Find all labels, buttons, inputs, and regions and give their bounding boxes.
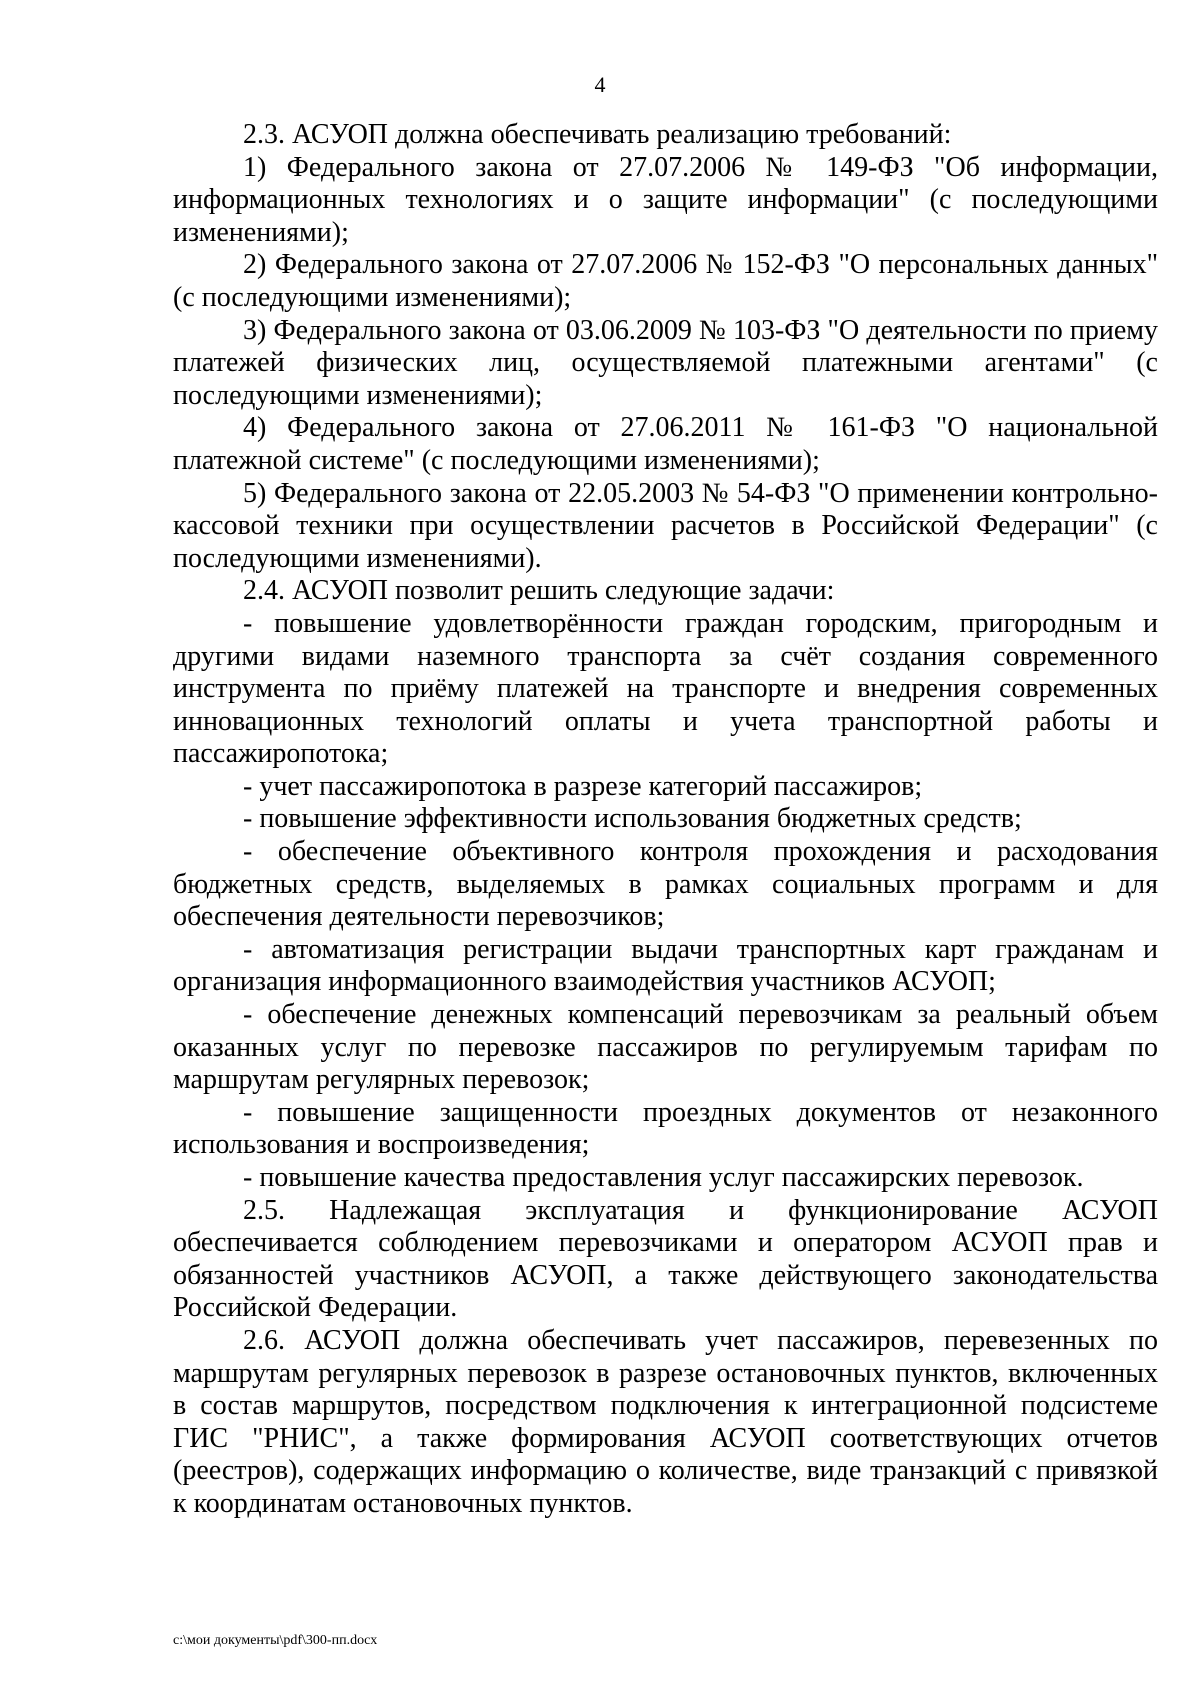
task-item-6: - обеспечение денежных компенсаций перевозчикам за реальный объем оказанных услуг по перевозке пассажиров по регулируемым тарифам по маршрутам регулярных перевозок; bbox=[173, 999, 1158, 1096]
task-item-4: - обеспечение объективного контроля прохождения и расходования бюджетных средств, выделяемых в рамках социальных программ и для обеспечения деятельности перевозчиков; bbox=[173, 836, 1158, 933]
section-2-5-paragraph: 2.5. Надлежащая эксплуатация и функционирование АСУОП обеспечивается соблюдением перевозчиками и оператором АСУОП прав и обязанностей участников АСУОП, а также действующего законодательства Российской Федерации. bbox=[173, 1194, 1158, 1324]
law-item-5: 5) Федерального закона от 22.05.2003 № 54-ФЗ "О применении контрольно-кассовой техники при осуществлении расчетов в Российской Федерации" (с последующими изменениями). bbox=[173, 477, 1158, 574]
section-2-6-paragraph: 2.6. АСУОП должна обеспечивать учет пассажиров, перевезенных по маршрутам регулярных перевозок в разрезе остановочных пунктов, включенных в состав маршрутов, посредством подключения к интеграционной подсистеме ГИС "РНИС", а также формирования АСУОП соответствующих отчетов (реестров), содержащих информацию о количестве, виде транзакций с привязкой к координатам остановочных пунктов. bbox=[173, 1324, 1158, 1519]
section-2-4-heading: 2.4. АСУОП позволит решить следующие задачи: bbox=[243, 575, 835, 607]
task-item-3: - повышение эффективности использования бюджетных средств; bbox=[243, 803, 1022, 835]
task-item-7: - повышение защищенности проездных документов от незаконного использования и воспроизведения; bbox=[173, 1096, 1158, 1161]
document-body bbox=[173, 119, 1158, 1521]
task-item-5: - автоматизация регистрации выдачи транспортных карт гражданам и организация информационного взаимодействия участников АСУОП; bbox=[173, 933, 1158, 998]
task-item-2: - учет пассажиропотока в разрезе категорий пассажиров; bbox=[243, 770, 923, 802]
page-number: 4 bbox=[594, 72, 606, 97]
task-item-1: - повышение удовлетворённости граждан городским, пригородным и другими видами наземного транспорта за счёт создания современного инструмента по приёму платежей на транспорте и внедрения современных инновационных технологий оплаты и учета транспортной работы и пассажиропотока; bbox=[173, 607, 1158, 770]
law-item-4: 4) Федерального закона от 27.06.2011 № 161-ФЗ "О национальной платежной системе" (с последующими изменениями); bbox=[173, 412, 1158, 476]
law-item-3: 3) Федерального закона от 03.06.2009 № 103-ФЗ "О деятельности по приему платежей физических лиц, осуществляемой платежными агентами" (с последующими изменениями); bbox=[173, 314, 1158, 411]
law-item-2: 2) Федерального закона от 27.07.2006 № 152-ФЗ "О персональных данных" (с последующими изменениями); bbox=[173, 249, 1158, 313]
footer-file-path: c:\мои документы\pdf\300-пп.docx bbox=[173, 1633, 378, 1648]
law-item-1: 1) Федерального закона от 27.07.2006 № 149-ФЗ "Об информации, информационных технологиях и о защите информации" (с последующими изменениями); bbox=[173, 151, 1158, 248]
section-2-3-heading: 2.3. АСУОП должна обеспечивать реализацию требований: bbox=[243, 119, 952, 150]
task-item-8: - повышение качества предоставления услуг пассажирских перевозок. bbox=[243, 1162, 1084, 1193]
